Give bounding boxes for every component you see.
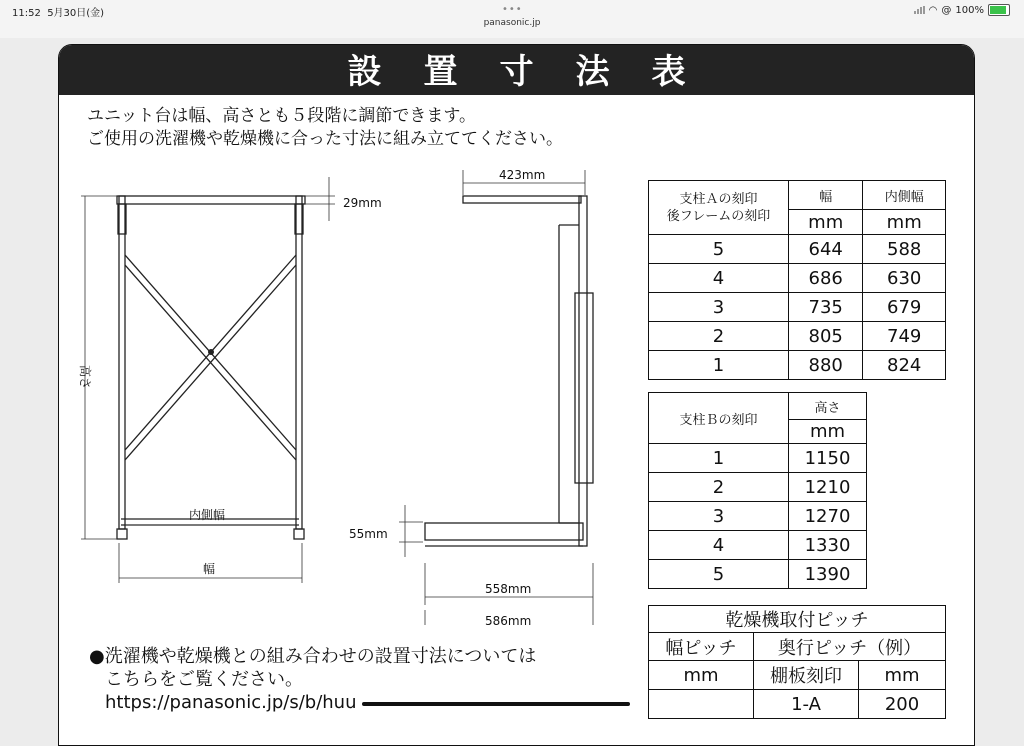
table-cell: 679 <box>863 293 946 322</box>
table-dryer-pitch <box>648 605 946 719</box>
side-view-diagram <box>349 165 639 625</box>
table-a-header-width: 幅 <box>789 181 863 210</box>
table-cell: 5 <box>649 560 789 589</box>
table-cell: 630 <box>863 264 946 293</box>
table-c-title: 乾燥機取付ピッチ <box>649 606 946 633</box>
front-view-diagram <box>59 45 389 625</box>
battery-icon <box>988 4 1010 16</box>
table-cell: 588 <box>863 235 946 264</box>
address-bar[interactable]: panasonic.jp <box>483 18 541 28</box>
table-cell: 2 <box>649 473 789 502</box>
table-row <box>649 531 867 560</box>
table-cell: 749 <box>863 322 946 351</box>
table-cell: 5 <box>649 235 789 264</box>
note-line-2: こちらをご覧ください。 <box>105 669 303 690</box>
table-b-header-height: 高さ <box>789 393 867 420</box>
table-cell <box>649 690 754 719</box>
document-page <box>58 44 975 746</box>
status-time: 11:52 5月30日(金) <box>12 8 105 19</box>
link-arrow-line <box>362 702 630 706</box>
table-cell: 1150 <box>789 444 867 473</box>
table-c-header-shelf-mark: 棚板刻印 <box>754 661 859 690</box>
note-line-1: ●洗濯機や乾燥機との組み合わせの設置寸法については <box>89 646 537 667</box>
table-cell: 1390 <box>789 560 867 589</box>
table-cell: 824 <box>863 351 946 380</box>
table-cell: 200 <box>859 690 946 719</box>
front-height-label: 高さ <box>78 365 92 390</box>
table-cell: 1270 <box>789 502 867 531</box>
table-cell: 805 <box>789 322 863 351</box>
table-c-unit: mm <box>649 661 754 690</box>
table-post-b <box>648 392 867 589</box>
table-row <box>649 264 946 293</box>
intro-line-1: ユニット台は幅、高さとも５段階に調節できます。 <box>87 106 476 126</box>
manual-link[interactable]: https://panasonic.jp/s/b/huu <box>105 692 357 713</box>
cellular-signal-icon <box>914 6 925 14</box>
table-row <box>649 502 867 531</box>
side-dim-423mm: 423mm <box>499 168 546 182</box>
front-inner-width-label: 内側幅 <box>189 508 226 522</box>
side-dim-55mm: 55mm <box>349 527 388 541</box>
table-cell: 880 <box>789 351 863 380</box>
table-cell: 3 <box>649 293 789 322</box>
table-row <box>649 473 867 502</box>
intro-line-2: ご使用の洗濯機や乾燥機に合った寸法に組み立ててください。 <box>87 129 563 149</box>
table-row <box>649 690 946 719</box>
table-a-header-marking: 支柱Ａの刻印 後フレームの刻印 <box>649 181 789 235</box>
table-row <box>649 322 946 351</box>
table-a-unit: mm <box>863 210 946 235</box>
table-a-unit: mm <box>789 210 863 235</box>
table-cell: 1330 <box>789 531 867 560</box>
table-cell: 4 <box>649 531 789 560</box>
table-post-a <box>648 180 946 380</box>
table-cell: 1-A <box>754 690 859 719</box>
table-cell: 644 <box>789 235 863 264</box>
table-cell: 1 <box>649 351 789 380</box>
wifi-icon: ◠ <box>928 4 938 16</box>
table-cell: 735 <box>789 293 863 322</box>
status-bar <box>0 0 1024 38</box>
table-row <box>649 293 946 322</box>
front-width-label: 幅 <box>203 562 216 576</box>
table-cell: 686 <box>789 264 863 293</box>
battery-percent: 100% <box>955 4 984 16</box>
install-note <box>89 645 630 714</box>
front-dim-29mm: 29mm <box>343 196 382 210</box>
table-c-header-mm: mm <box>859 661 946 690</box>
side-dim-586mm: 586mm <box>485 614 532 625</box>
table-b-header-marking: 支柱Ｂの刻印 <box>649 393 789 444</box>
table-row <box>649 560 867 589</box>
table-row <box>649 235 946 264</box>
status-indicators <box>914 4 1010 16</box>
table-row <box>649 444 867 473</box>
table-b-unit: mm <box>789 420 867 444</box>
multitasking-dots-icon[interactable]: ••• <box>502 4 523 15</box>
table-c-header-depth-pitch: 奥行ピッチ（例） <box>754 633 946 661</box>
table-c-header-width-pitch: 幅ピッチ <box>649 633 754 661</box>
page-title: 設置寸法表 <box>59 45 974 95</box>
table-a-header-inner-width: 内側幅 <box>863 181 946 210</box>
location-icon: @ <box>941 4 952 16</box>
table-cell: 1210 <box>789 473 867 502</box>
table-cell: 1 <box>649 444 789 473</box>
table-cell: 4 <box>649 264 789 293</box>
table-cell: 3 <box>649 502 789 531</box>
side-dim-558mm: 558mm <box>485 582 532 596</box>
table-row <box>649 351 946 380</box>
table-cell: 2 <box>649 322 789 351</box>
